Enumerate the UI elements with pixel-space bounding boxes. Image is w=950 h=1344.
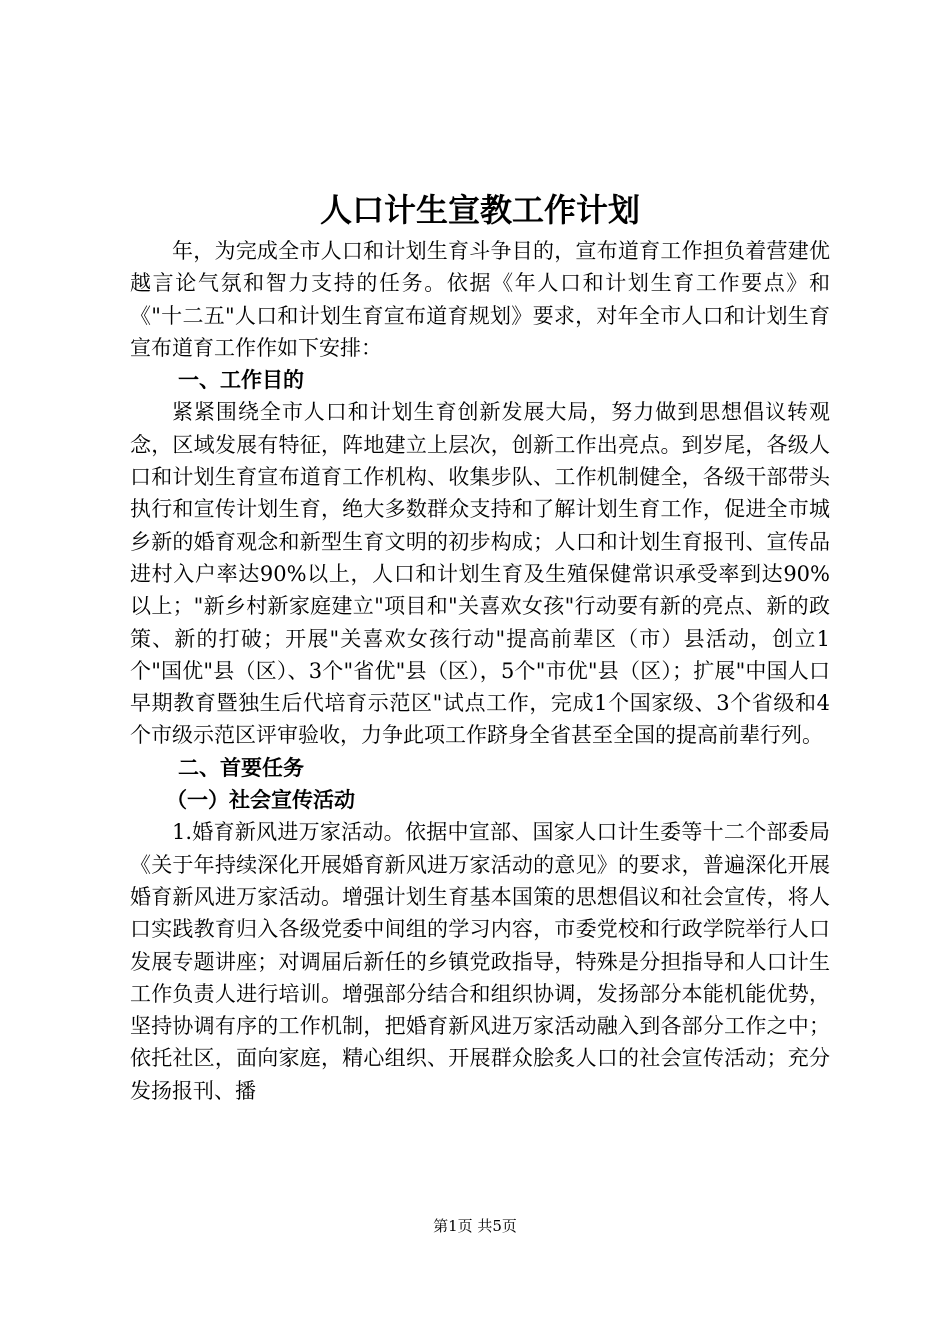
section2-heading: 二、首要任务 xyxy=(178,755,304,780)
document-page xyxy=(130,185,830,1107)
section2-sub1-paragraph: 1.婚育新风进万家活动。依据中宣部、国家人口计生委等十二个部委局《关于年持续深化开展婚育新风进万家活动的意见》的要求，普遍深化开展婚育新风进万家活动。增强计划生育基本国策的思想倡议和社会宣传，将人口实践教育归入各级党委中间组的学习内容，市委党校和行政学院举行人口发展专题讲座；对调届后新任的乡镇党政指导，特殊是分担指导和人口计生工作负责人进行培训。增强部分结合和组织协调，发扬部分本能机能优势，坚持协调有序的工作机制，把婚育新风进万家活动融入到各部分工作之中；依托社区，面向家庭，精心组织、开展群众脍炙人口的社会宣传活动；充分发扬报刊、播 xyxy=(130,820,830,1103)
section1-heading: 一、工作目的 xyxy=(178,368,304,393)
page-footer: 第1页 共5页 xyxy=(433,1217,517,1235)
intro-paragraph: 年，为完成全市人口和计划生育斗争目的，宣布道育工作担负着营建优越言论气氛和智力支持的任务。依据《年人口和计划生育工作要点》和《"十二五"人口和计划生育宣布道育规划》要求，对年全市人口和计划生育宣布道育工作作如下安排： xyxy=(130,239,830,360)
section1-paragraph: 紧紧围绕全市人口和计划生育创新发展大局，努力做到思想倡议转观念，区域发展有特征，阵地建立上层次，创新工作出亮点。到岁尾，各级人口和计划生育宣布道育工作机构、收集步队、工作机制健全，各级干部带头执行和宣传计划生育，绝大多数群众支持和了解计划生育工作，促进全市城乡新的婚育观念和新型生育文明的初步构成；人口和计划生育报刊、宣传品进村入户率达90%以上，人口和计划生育及生殖保健常识承受率到达90%以上；"新乡村新家庭建立"项目和"关喜欢女孩"行动要有新的亮点、新的政策、新的打破；开展"关喜欢女孩行动"提高前辈区（市）县活动，创立1个"国优"县（区）、3个"省优"县（区），5个"市优"县（区）；扩展"中国人口早期教育暨独生后代培育示范区"试点工作，完成1个国家级、3个省级和4个市级示范区评审验收，力争此项工作跻身全省甚至全国的提高前辈行列。 xyxy=(130,400,830,748)
document-title: 人口计生宣教工作计划 xyxy=(319,191,640,229)
section2-sub1-heading: （一）社会宣传活动 xyxy=(166,788,355,813)
